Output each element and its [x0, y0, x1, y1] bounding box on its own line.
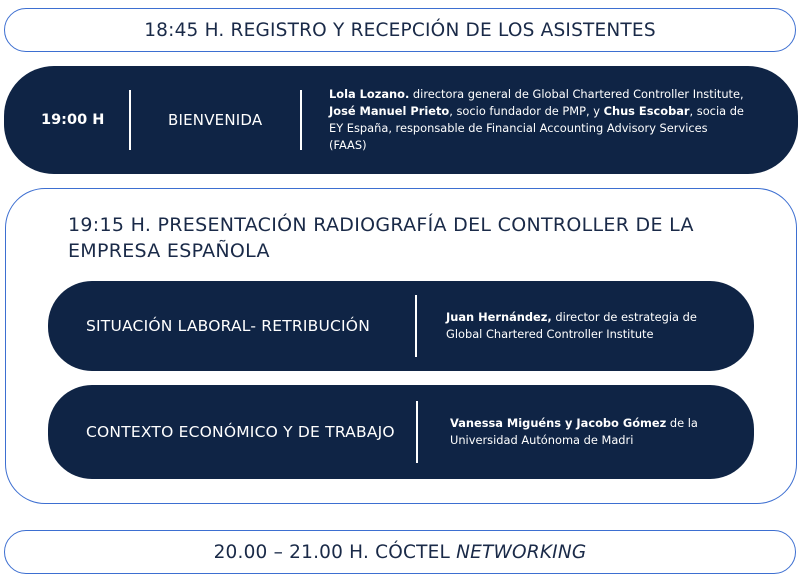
cocktail-text: 20.00 – 21.00 H. CÓCTEL: [213, 541, 457, 563]
divider: [415, 295, 417, 357]
speaker-name: Lola Lozano.: [329, 87, 410, 101]
session-row: [48, 385, 754, 479]
registration-text: 18:45 H. REGISTRO Y RECEPCIÓN DE LOS ASISTENTES: [144, 19, 656, 41]
session-row: [48, 281, 754, 371]
welcome-time: 19:00 H: [41, 112, 105, 128]
session-speaker: Vanessa Miguéns y Jacobo Gómez de la Universidad Autónoma de Madri: [450, 416, 698, 447]
session-label: CONTEXTO ECONÓMICO Y DE TRABAJO: [86, 423, 395, 441]
divider: [300, 90, 302, 150]
cocktail-banner: [4, 530, 796, 574]
cocktail-emphasis: NETWORKING: [456, 541, 587, 563]
welcome-speakers: Lola Lozano. directora general de Global Chartered Controller Institute, José Manuel Prieto, socio fundador de PMP, y Chus Escobar, socia de EY España, responsable de Financial Accounting Advisory Services (FAAS): [329, 87, 744, 152]
session-label: SITUACIÓN LABORAL- RETRIBUCIÓN: [86, 317, 370, 335]
session-speaker: Juan Hernández, director de estrategia de Global Chartered Controller Institute: [446, 310, 697, 341]
registration-banner: [4, 8, 796, 52]
presentation-block: [5, 188, 797, 504]
divider: [129, 90, 131, 150]
speaker-name: José Manuel Prieto: [329, 104, 450, 118]
divider: [416, 401, 418, 463]
welcome-row: [4, 66, 798, 174]
speaker-name: Chus Escobar: [603, 104, 690, 118]
welcome-label: BIENVENIDA: [168, 111, 263, 129]
presentation-title: 19:15 H. PRESENTACIÓN RADIOGRAFÍA DEL CONTROLLER DE LA EMPRESA ESPAÑOLA: [68, 214, 694, 262]
